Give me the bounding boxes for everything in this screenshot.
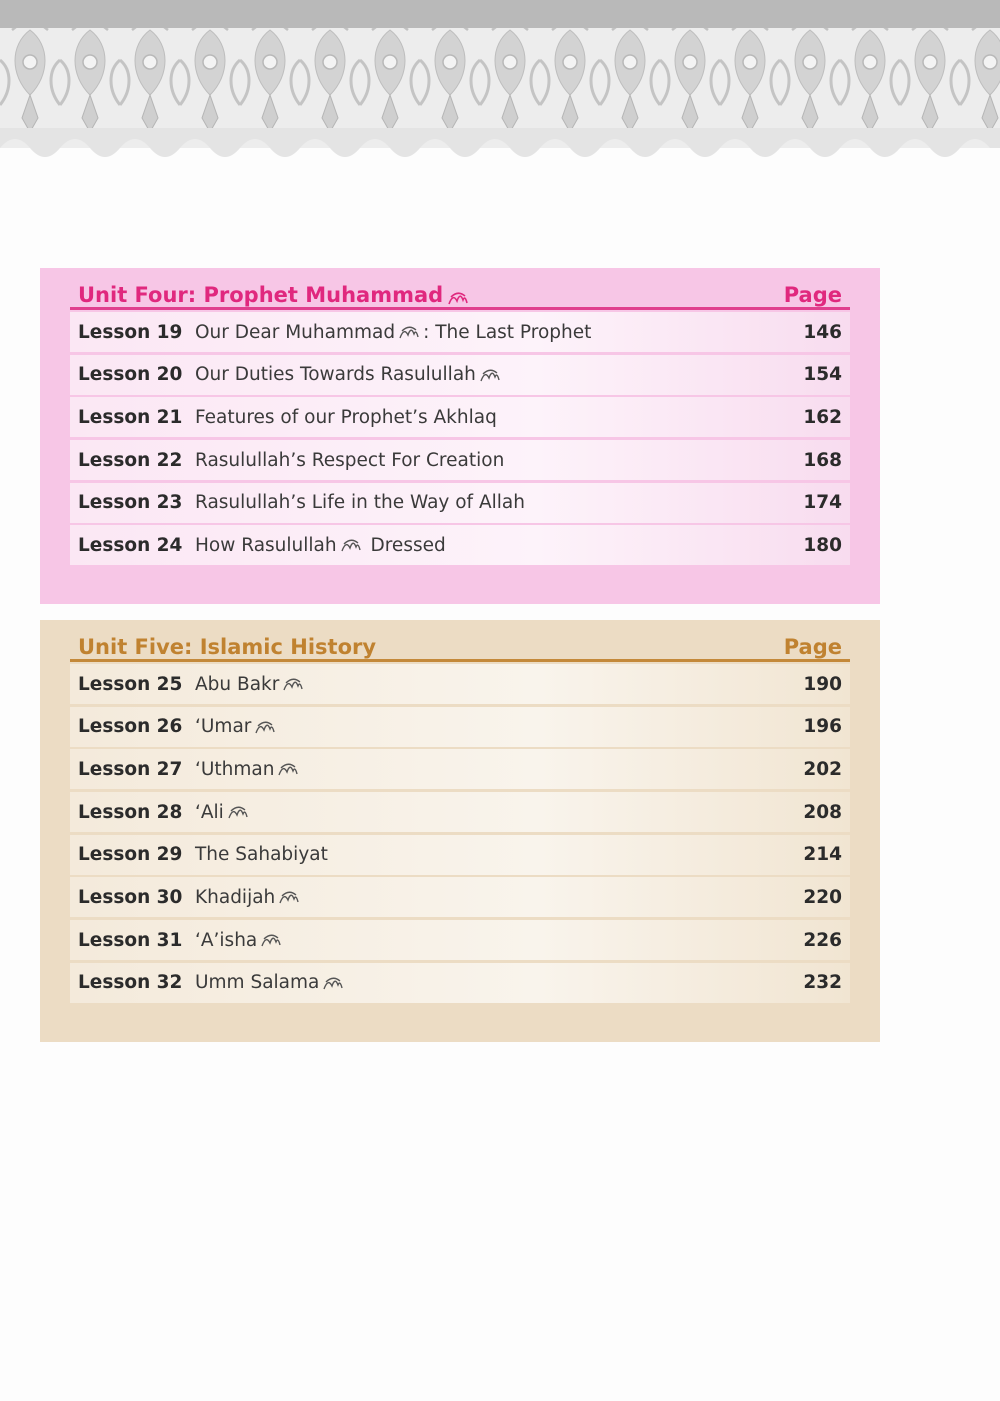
lesson-page-number: 168 — [803, 449, 842, 471]
lesson-title — [195, 322, 782, 343]
lesson-number: Lesson 31 — [78, 929, 183, 951]
lesson-title-text: How Rasulullah — [195, 534, 337, 556]
salawat-symbol-icon — [447, 289, 469, 307]
unit-five-title — [78, 635, 376, 659]
lesson-page-number: 162 — [803, 406, 842, 428]
lesson-row — [70, 835, 850, 875]
lesson-title — [195, 674, 782, 695]
lesson-number: Lesson 19 — [78, 321, 183, 343]
lesson-title-text: ‘Uthman — [195, 758, 275, 780]
lesson-title-text: Rasulullah’s Life in the Way of Allah — [195, 492, 525, 514]
unit-four-lesson-list — [70, 312, 850, 565]
honorific-calligraphy-icon — [479, 366, 501, 384]
lesson-title-text: ‘Umar — [195, 716, 252, 738]
lesson-page-number: 196 — [803, 716, 842, 738]
lesson-title — [195, 802, 782, 823]
lesson-title-text: ‘Ali — [195, 801, 224, 823]
lesson-page-number: 214 — [803, 844, 842, 866]
lesson-title — [195, 535, 782, 556]
lesson-number: Lesson 24 — [78, 534, 183, 556]
lesson-title — [195, 759, 782, 780]
lesson-row — [70, 664, 850, 704]
lesson-title-text: Abu Bakr — [195, 673, 280, 695]
ornamental-header-band — [0, 0, 1000, 170]
lesson-row — [70, 397, 850, 437]
lesson-page-number: 154 — [803, 364, 842, 386]
honorific-calligraphy-icon — [282, 675, 304, 693]
unit-five-header — [70, 630, 850, 662]
honorific-calligraphy-icon — [322, 974, 344, 992]
lesson-title-suffix: Dressed — [364, 534, 446, 556]
lesson-page-number: 180 — [803, 534, 842, 556]
lesson-title — [195, 716, 782, 737]
lesson-title-text: Umm Salama — [195, 972, 320, 994]
unit-four-title-text: Unit Four: Prophet Muhammad — [78, 283, 444, 307]
lesson-row — [70, 707, 850, 747]
lesson-title-suffix: : The Last Prophet — [423, 321, 592, 343]
lesson-page-number: 174 — [803, 492, 842, 514]
lesson-page-number: 146 — [803, 321, 842, 343]
lesson-page-number: 190 — [803, 673, 842, 695]
lesson-row — [70, 920, 850, 960]
lesson-number: Lesson 22 — [78, 449, 183, 471]
lesson-row — [70, 525, 850, 565]
lesson-number: Lesson 25 — [78, 673, 183, 695]
lesson-page-number: 232 — [803, 972, 842, 994]
lesson-title-text: Our Duties Towards Rasulullah — [195, 364, 476, 386]
lesson-title — [195, 930, 782, 951]
lesson-title — [195, 844, 782, 865]
lesson-title — [195, 887, 782, 908]
lesson-title-text: Rasulullah’s Respect For Creation — [195, 449, 505, 471]
lesson-number: Lesson 29 — [78, 844, 183, 866]
unit-five-lesson-list — [70, 664, 850, 1003]
lesson-title-text: Our Dear Muhammad — [195, 321, 396, 343]
lesson-title — [195, 972, 782, 993]
honorific-calligraphy-icon — [260, 931, 282, 949]
lesson-page-number: 202 — [803, 758, 842, 780]
lesson-title — [195, 450, 782, 471]
lesson-row — [70, 792, 850, 832]
unit-four-header — [70, 278, 850, 310]
lesson-row — [70, 877, 850, 917]
lesson-title-text: ‘A’isha — [195, 929, 258, 951]
lesson-row — [70, 749, 850, 789]
unit-five-panel — [40, 620, 880, 1042]
lesson-number: Lesson 26 — [78, 716, 183, 738]
lesson-row — [70, 355, 850, 395]
unit-four-page-label: Page — [783, 283, 842, 307]
lesson-number: Lesson 23 — [78, 492, 183, 514]
honorific-calligraphy-icon — [398, 323, 420, 341]
lesson-row — [70, 312, 850, 352]
lesson-title-text: Features of our Prophet’s Akhlaq — [195, 406, 497, 428]
lesson-number: Lesson 28 — [78, 801, 183, 823]
unit-five-page-label: Page — [783, 635, 842, 659]
lesson-title — [195, 492, 782, 513]
honorific-calligraphy-icon — [227, 803, 249, 821]
lesson-row — [70, 440, 850, 480]
unit-four-panel — [40, 268, 880, 604]
lesson-number: Lesson 30 — [78, 886, 183, 908]
lesson-row — [70, 483, 850, 523]
lesson-number: Lesson 27 — [78, 758, 183, 780]
lesson-page-number: 208 — [803, 801, 842, 823]
lesson-title — [195, 407, 782, 428]
lesson-number: Lesson 32 — [78, 972, 183, 994]
lesson-title — [195, 364, 782, 385]
unit-five-title-text: Unit Five: Islamic History — [78, 635, 377, 659]
lesson-row — [70, 963, 850, 1003]
lesson-page-number: 220 — [803, 886, 842, 908]
unit-four-title — [78, 283, 469, 307]
lesson-page-number: 226 — [803, 929, 842, 951]
honorific-calligraphy-icon — [278, 888, 300, 906]
honorific-calligraphy-icon — [340, 536, 362, 554]
lesson-number: Lesson 20 — [78, 364, 183, 386]
lesson-title-text: Khadijah — [195, 886, 276, 908]
honorific-calligraphy-icon — [254, 718, 276, 736]
honorific-calligraphy-icon — [277, 760, 299, 778]
lesson-title-text: The Sahabiyat — [195, 844, 328, 866]
lesson-number: Lesson 21 — [78, 406, 183, 428]
